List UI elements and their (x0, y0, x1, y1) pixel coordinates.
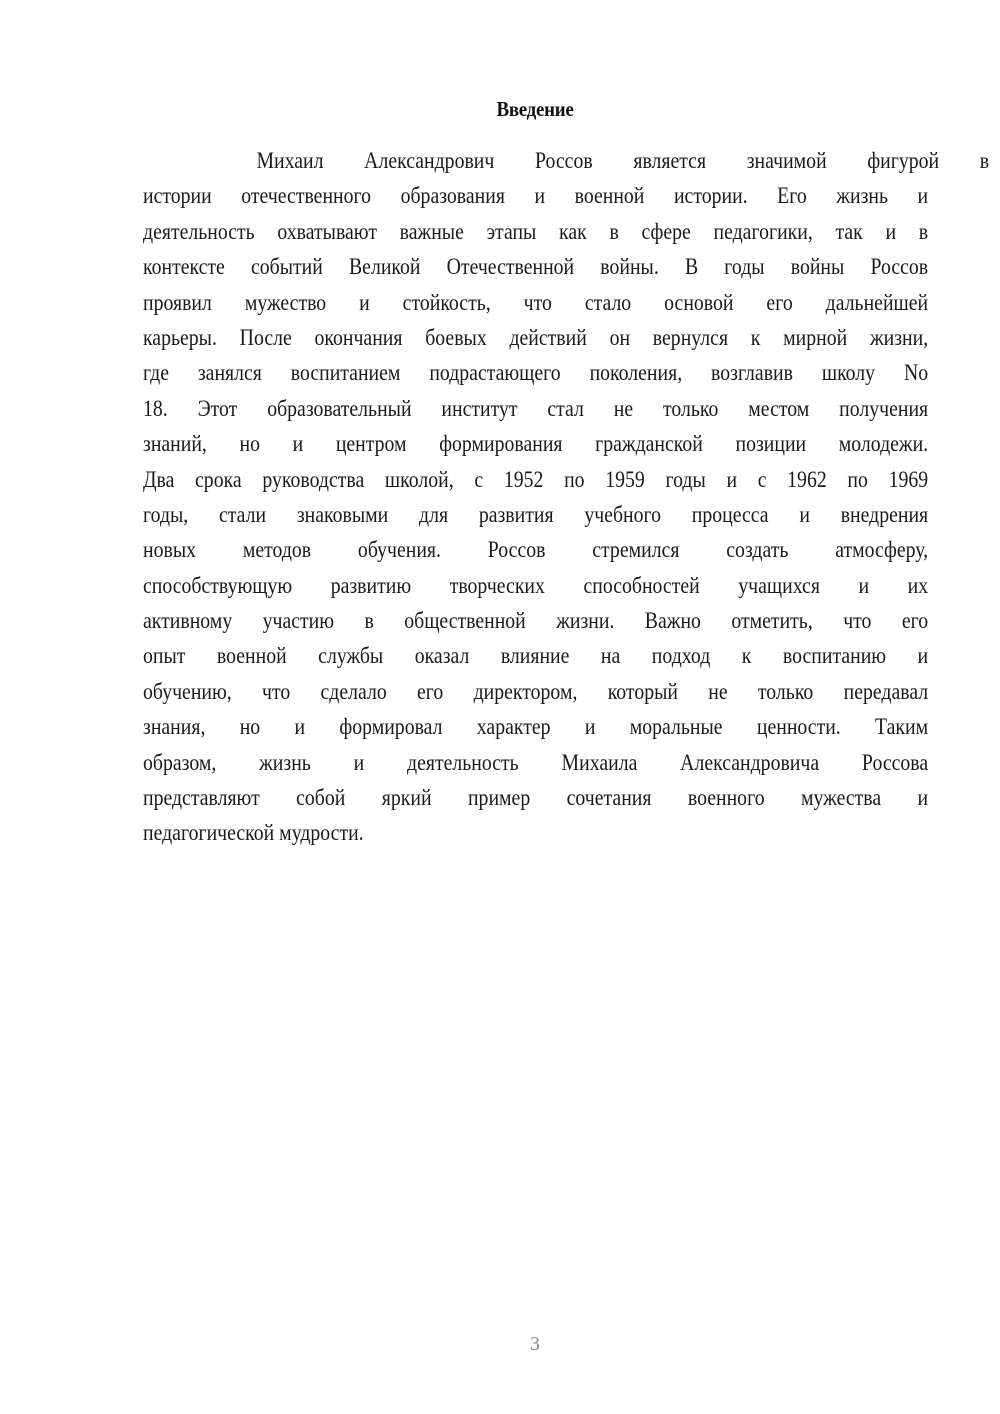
intro-paragraph (143, 143, 990, 851)
paragraph-line: карьеры. После окончания боевых действий он вернулся к мирной жизни, (143, 324, 929, 350)
paragraph-line: проявил мужество и стойкость, что стало основой его дальнейшей (143, 289, 929, 315)
section-heading: Введение (496, 97, 574, 121)
paragraph-line: деятельность охватывают важные этапы как в сфере педагогики, так и в (143, 218, 929, 244)
paragraph-line: опыт военной службы оказал влияние на подход к воспитанию и (143, 643, 929, 669)
paragraph-line: знаний, но и центром формирования гражданской позиции молодежи. (143, 431, 929, 457)
paragraph-line: представляют собой яркий пример сочетания военного мужества и (143, 785, 929, 811)
paragraph-line: знания, но и формировал характер и моральные ценности. Таким (143, 714, 929, 740)
paragraph-line: 18. Этот образовательный институт стал не только местом получения (143, 395, 929, 421)
paragraph-line: новых методов обучения. Россов стремился создать атмосферу, (143, 537, 929, 563)
paragraph-line: Михаил Александрович Россов является значимой фигурой в (256, 148, 990, 173)
paragraph-line: Два срока руководства школой, с 1952 по 1959 годы и с 1962 по 1969 (143, 466, 929, 492)
paragraph-line: педагогической мудрости. (143, 820, 364, 846)
paragraph-line: активному участию в общественной жизни. Важно отметить, что его (143, 608, 929, 634)
page-number: 3 (530, 1333, 540, 1355)
paragraph-line: где занялся воспитанием подрастающего поколения, возглавив школу No (143, 360, 929, 386)
paragraph-line: обучению, что сделало его директором, который не только передавал (143, 678, 929, 704)
paragraph-line: образом, жизнь и деятельность Михаила Александровича Россова (143, 749, 929, 775)
paragraph-line: годы, стали знаковыми для развития учебного процесса и внедрения (143, 501, 929, 527)
paragraph-line: истории отечественного образования и военной истории. Его жизнь и (143, 183, 929, 209)
paragraph-line: контексте событий Великой Отечественной войны. В годы войны Россов (143, 254, 929, 280)
paragraph-line: способствующую развитию творческих способностей учащихся и их (143, 572, 929, 598)
